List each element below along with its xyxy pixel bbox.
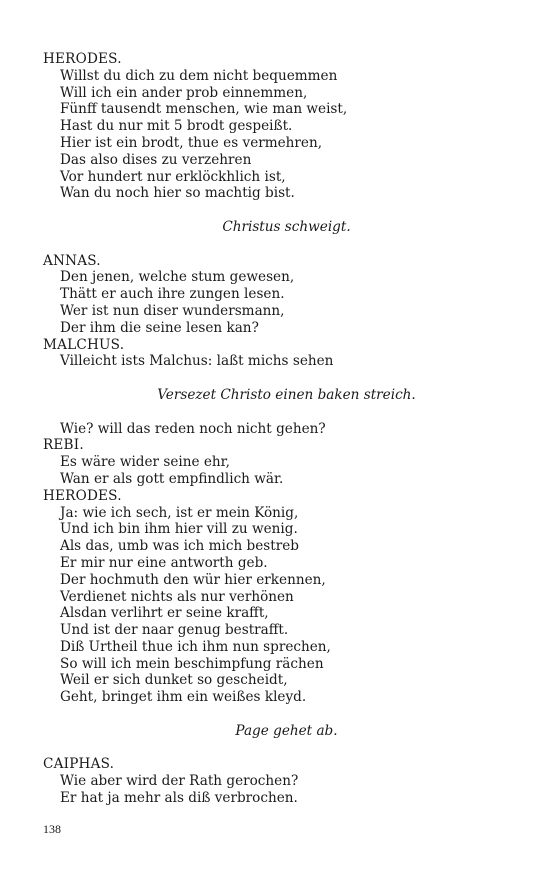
verse-line: Und ist der naar genug bestrafft. [60,622,289,639]
verse-line: Das also dises zu verzehren [60,151,252,168]
stage-direction: Versezet Christo einen baken streich. [157,386,416,403]
verse-line: Wie? will das reden noch nicht gehen? [60,420,326,437]
verse-line: Hier ist ein brodt, thue es vermehren, [60,134,323,151]
verse-line: Willst du dich zu dem nicht bequemmen [60,67,338,84]
verse-line: Der ihm die seine lesen kan? [60,319,259,336]
verse-line: Ja: wie ich sech, ist er mein König, [60,504,299,521]
stage-direction: Page gehet ab. [235,722,338,739]
verse-line: Und ich bin ihm hier vill zu wenig. [60,521,298,538]
speaker-name: MALCHUS. [43,336,125,353]
verse-line: Geht, bringet ihm ein weißes kleyd. [60,689,307,706]
speaker-name: REBI. [43,437,84,454]
verse-line: Der hochmuth den wür hier erkennen, [60,571,326,588]
verse-line: Den jenen, welche stum gewesen, [60,269,295,286]
verse-line: Es wäre wider seine ehr, [60,454,230,471]
speaker-name: CAIPHAS. [43,756,115,773]
speaker-name: HERODES. [43,51,122,67]
verse-line: Als das, umb was ich mich bestreb [60,538,299,555]
verse-line: Vor hundert nur erklöckhlich ist, [60,168,286,185]
verse-line: Wer ist nun diser wundersmann, [60,302,285,319]
verse-line: Wie aber wird der Rath gerochen? [60,773,299,790]
verse-line: Diß Urtheil thue ich ihm nun sprechen, [60,638,331,655]
verse-line: Thätt er auch ihre zungen lesen. [60,286,285,303]
verse-line: Hast du nur mit 5 brodt gespeißt. [60,118,293,135]
page-text [43,51,513,807]
speaker-name: HERODES. [43,487,122,504]
verse-line: Weil er sich dunket so gescheidt, [60,672,288,689]
verse-line: Er mir nur eine antworth geb. [60,554,268,571]
verse-line: So will ich mein beschimpfung rächen [60,655,324,672]
verse-line: Will ich ein ander prob einnemmen, [60,84,308,101]
page-number: 138 [43,822,61,836]
verse-line: Villeicht ists Malchus: laßt michs sehen [60,353,334,370]
verse-line: Wan du noch hier so machtig bist. [60,185,295,202]
verse-line: Fünff tausendt menschen, wie man weist, [60,101,348,118]
speaker-name: ANNAS. [43,252,101,269]
verse-line: Er hat ja mehr als diß verbrochen. [60,790,298,807]
verse-line: Alsdan verlihrt er seine krafft, [60,605,269,622]
verse-line: Verdienet nichts als nur verhönen [60,588,294,605]
verse-line: Wan er als gott empfindlich wär. [60,470,284,487]
stage-direction: Christus schweigt. [222,218,351,235]
